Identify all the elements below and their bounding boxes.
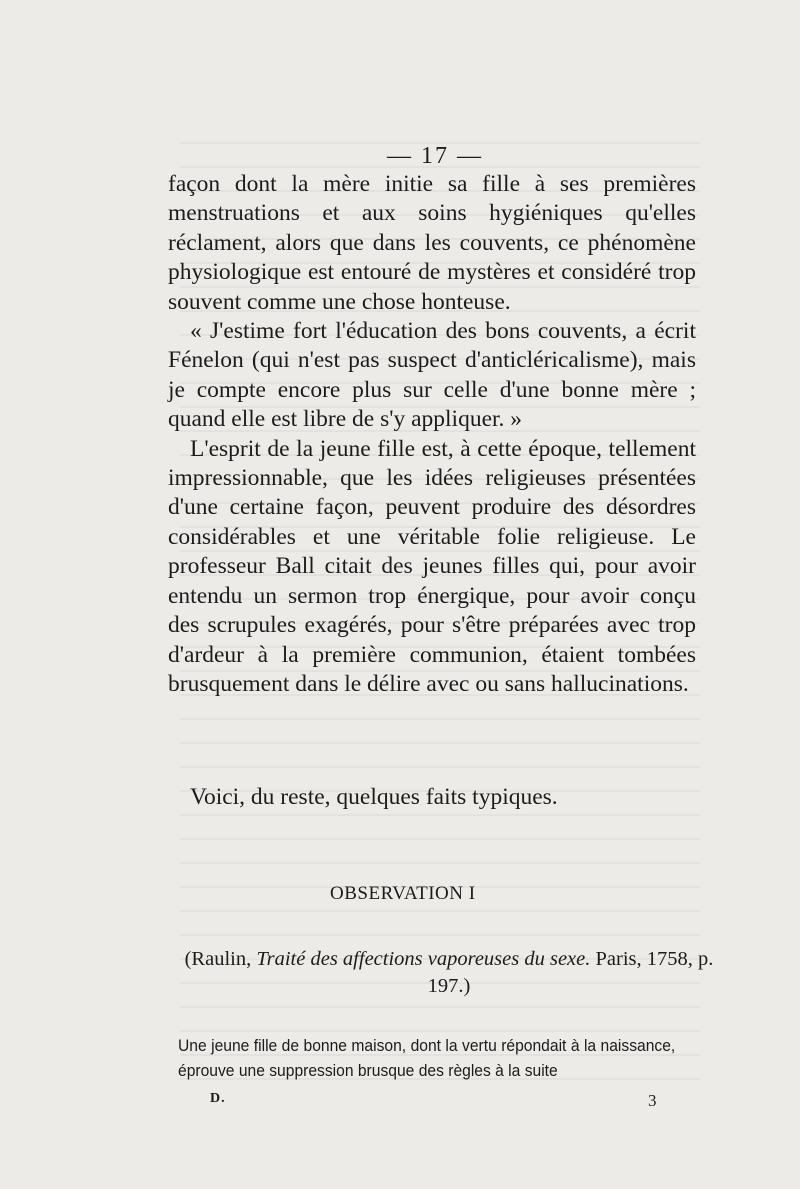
citation-title: Traité des affections vaporeuses du sexe. xyxy=(256,948,591,970)
citation xyxy=(176,946,722,1000)
typical-facts-line: Voici, du reste, quelques faits typiques. xyxy=(190,784,558,810)
observation-text: Une jeune fille de bonne maison, dont la vertu répondait à la naissance, éprouve une suppression brusque des règles à la suite xyxy=(178,1037,676,1080)
page-number: — 17 — xyxy=(387,143,483,169)
citation-suffix: Paris, 1758, p. 197.) xyxy=(427,948,714,997)
paragraph-fenelon-quote: « J'estime fort l'éducation des bons couvents, a écrit Fénelon (qui n'est pas suspect d'anticléricalisme), mais je compte encore plus sur celle d'une bonne mère ; quand elle est libre de s'y appliquer. » xyxy=(168,318,696,433)
observation-heading: OBSERVATION I xyxy=(330,883,476,904)
main-text xyxy=(168,170,696,699)
paragraph-menstruation: façon dont la mère initie sa fille à ses premières menstruations et aux soins hygiéniques qu'elles réclament, alors que dans les couvents, ce phénomène physiologique est entouré de mystères et considéré trop souvent comme une chose honteuse. xyxy=(168,171,696,315)
signature-mark: D. xyxy=(210,1091,226,1106)
paragraph-religious-folly: L'esprit de la jeune fille est, à cette époque, tellement impressionnable, que les idées religieuses présentées d'une certaine façon, peuvent produire des désordres considérables et une véritable folie religieuse. Le professeur Ball citait des jeunes filles qui, pour avoir entendu un sermon trop énergique, pour avoir conçu des scrupules exagérés, pour s'être préparées avec trop d'ardeur à la première communion, étaient tombées brusquement dans le délire avec ou sans hallucinations. xyxy=(168,435,696,697)
citation-prefix: (Raulin, xyxy=(184,948,257,970)
sheet-number: 3 xyxy=(648,1091,657,1110)
